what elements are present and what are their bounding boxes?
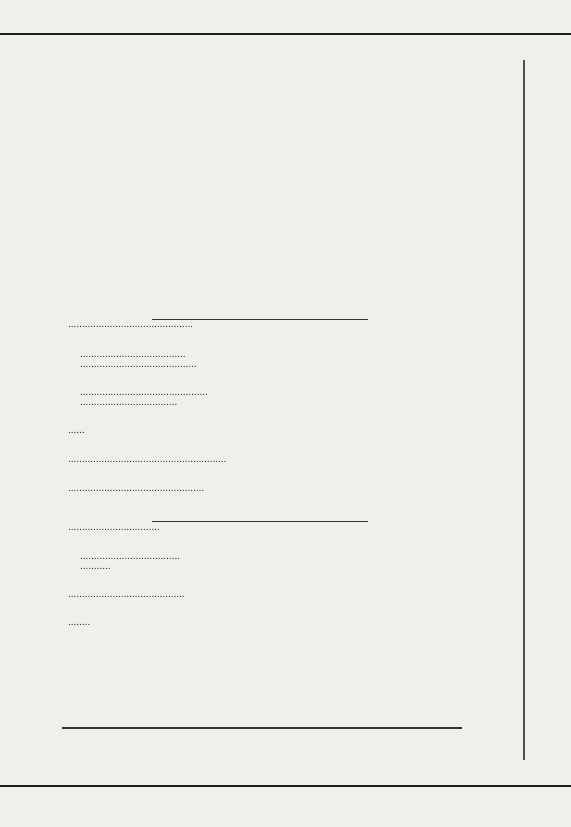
bottom-cicada-border xyxy=(0,766,571,822)
program-item-title: .......................................... xyxy=(80,359,197,370)
left-binding-dots xyxy=(0,60,8,765)
program-item-title: ........... xyxy=(80,561,111,572)
program-item-title: ........ xyxy=(68,617,91,628)
program-item-title: ................................. xyxy=(68,522,160,533)
program-item-title: .............................................. xyxy=(80,387,208,398)
right-cicada-border xyxy=(520,60,571,760)
program-item-title: ...................................... xyxy=(80,349,186,360)
program-item-title: ............................................. xyxy=(68,319,194,330)
program-item-title: .................................... xyxy=(80,551,181,562)
program-item-title: ................................................. xyxy=(68,483,205,494)
program-item-title: ......................................................... xyxy=(68,454,227,465)
program-item-title: ................................... xyxy=(80,397,178,408)
footer-rule xyxy=(62,727,462,729)
program-item-title: .......................................... xyxy=(68,589,185,600)
program-item-title: ...... xyxy=(68,425,85,436)
top-cicada-border xyxy=(0,0,571,56)
part-two-rule xyxy=(152,521,368,522)
